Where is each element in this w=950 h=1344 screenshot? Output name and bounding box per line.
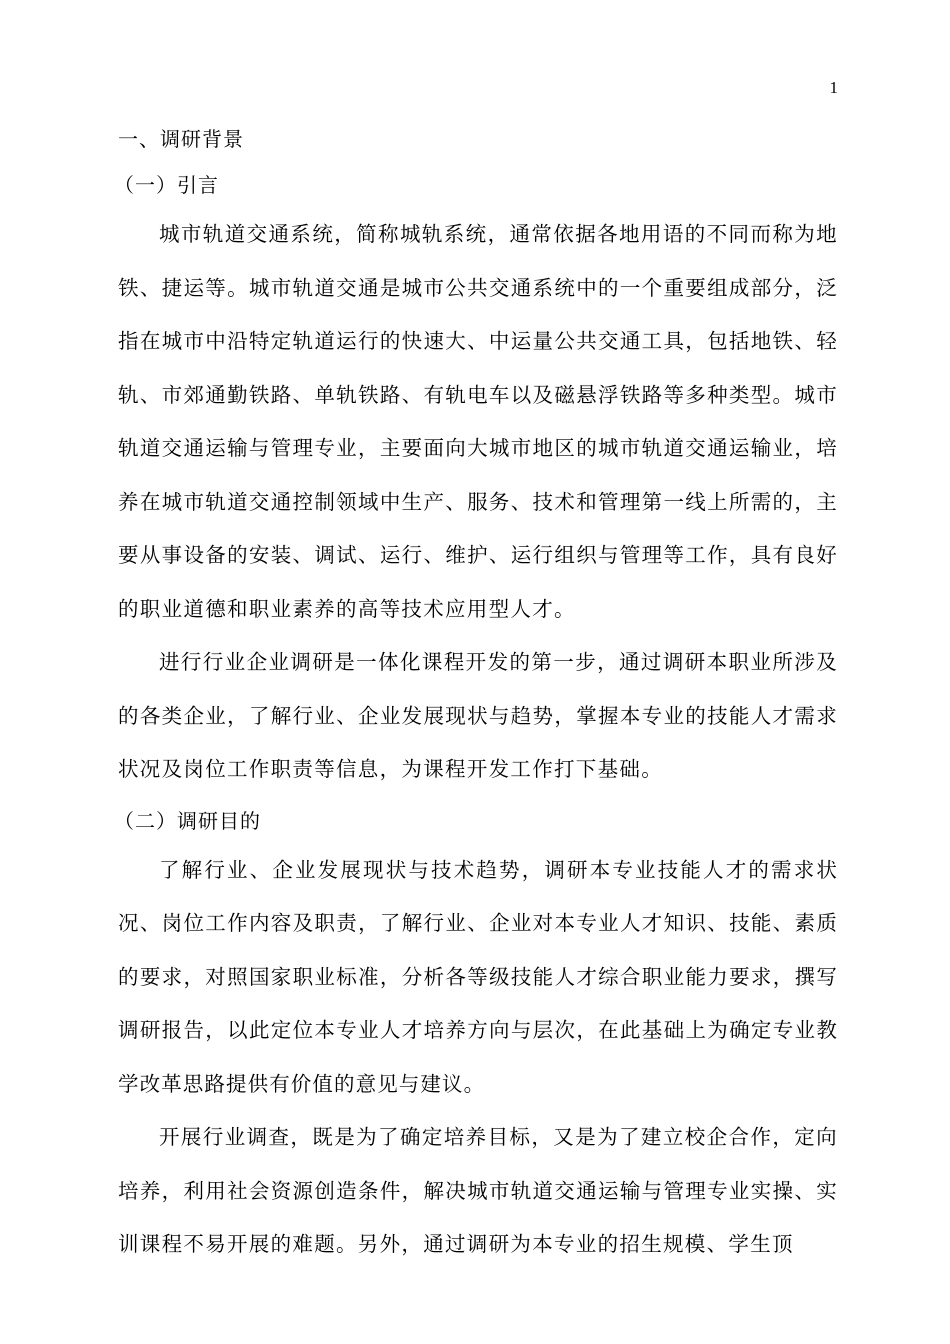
subsection-heading-purpose: （二）调研目的 [114,808,261,833]
paragraph-purpose-1: 了解行业、企业发展现状与技术趋势，调研本专业技能人才的需求状况、岗位工作内容及职责，了解行业、企业对本专业人才知识、技能、素质的要求，对照国家职业标准，分析各等级技能人才综合职业能力要求，撰写调研报告，以此定位本专业人才培养方向与层次，在此基础上为确定专业教学改革思路提供有价值的意见与建议。 [118,857,838,1096]
section-heading: 一、调研背景 [118,127,244,151]
document-body [114,116,838,1272]
paragraph-intro-2: 进行行业企业调研是一体化课程开发的第一步，通过调研本职业所涉及的各类企业，了解行业、企业发展现状与趋势，掌握本专业的技能人才需求状况及岗位工作职责等信息，为课程开发工作打下基础。 [118,650,838,781]
subsection-heading-intro: （一）引言 [114,173,219,197]
paragraph-intro-1: 城市轨道交通系统，简称城轨系统，通常依据各地用语的不同而称为地铁、捷运等。城市轨道交通是城市公共交通系统中的一个重要组成部分，泛指在城市中沿特定轨道运行的快速大、中运量公共交通工具，包括地铁、轻轨、市郊通勤铁路、单轨铁路、有轨电车以及磁悬浮铁路等多种类型。城市轨道交通运输与管理专业，主要面向大城市地区的城市轨道交通运输业，培养在城市轨道交通控制领域中生产、服务、技术和管理第一线上所需的，主要从事设备的安装、调试、运行、维护、运行组织与管理等工作，具有良好的职业道德和职业素养的高等技术应用型人才。 [118,222,838,621]
paragraph-purpose-2: 开展行业调查，既是为了确定培养目标，又是为了建立校企合作，定向培养，利用社会资源创造条件，解决城市轨道交通运输与管理专业实操、实训课程不易开展的难题。另外，通过调研为本专业的招生规模、学生顶 [118,1125,838,1256]
page-number: 1 [829,78,838,97]
